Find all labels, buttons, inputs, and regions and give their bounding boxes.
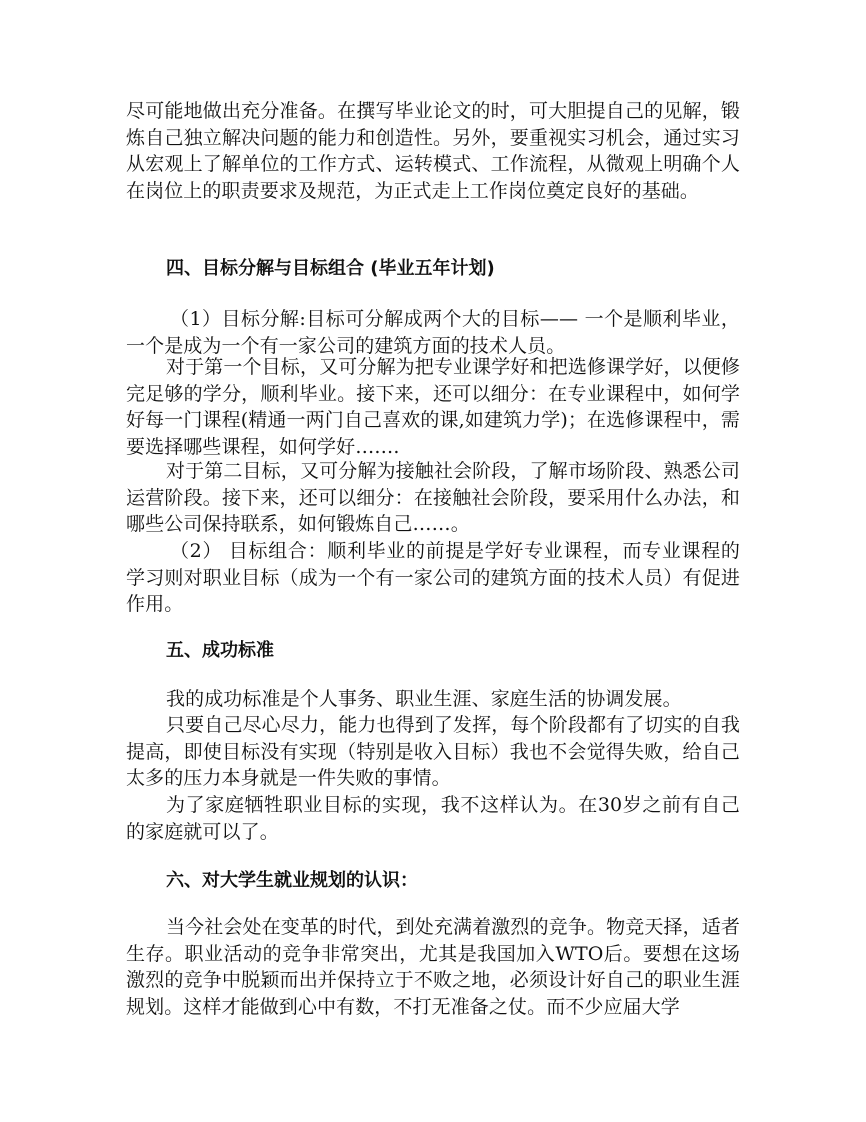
paragraph-success-3: 为了家庭牺牲职业目标的实现，我不这样认为。在30岁之前有自己的家庭就可以了。 xyxy=(126,794,740,843)
heading-goal-decomposition: 四、目标分解与目标组合 (毕业五年计划) xyxy=(166,258,495,279)
paragraph-goal-decomposition: （1）目标分解:目标可分解成两个大的目标—— 一个是顺利毕业，一个是成为一个有一家公司的建筑方面的技术人员。 xyxy=(126,308,740,357)
paragraph-first-goal: 对于第一个目标，又可分解为把专业课学好和把选修课学好，以便修完足够的学分，顺利毕业。接下来，还可以细分：在专业课程中，如何学好每一门课程(精通一两门自己喜欢的课,如建筑力学)；在选修课程中，需要选择哪些课程，如何学好……. xyxy=(126,356,740,458)
heading-career-planning: 六、对大学生就业规划的认识： xyxy=(166,870,418,891)
paragraph-career-planning: 当今社会处在变革的时代，到处充满着激烈的竞争。物竞天择，适者生存。职业活动的竞争非常突出，尤其是我国加入WTO后。要想在这场激烈的竞争中脱颖而出并保持立于不败之地，必须设计好自己的职业生涯规划。这样才能做到心中有数，不打无准备之仗。而不少应届大学 xyxy=(126,916,740,1018)
paragraph-success-2: 只要自己尽心尽力，能力也得到了发挥，每个阶段都有了切实的自我提高，即使目标没有实现（特别是收入目标）我也不会觉得失败，给自己太多的压力本身就是一件失败的事情。 xyxy=(126,714,740,790)
paragraph-intro: 尽可能地做出充分准备。在撰写毕业论文的时，可大胆提自己的见解，锻炼自己独立解决问题的能力和创造性。另外，要重视实习机会，通过实习从宏观上了解单位的工作方式、运转模式、工作流程，从微观上明确个人在岗位上的职责要求及规范，为正式走上工作岗位奠定良好的基础。 xyxy=(126,100,740,202)
paragraph-success-1: 我的成功标准是个人事务、职业生涯、家庭生活的协调发展。 xyxy=(166,688,682,710)
heading-success-criteria: 五、成功标准 xyxy=(166,640,274,661)
paragraph-goal-combination: （2） 目标组合：顺利毕业的前提是学好专业课程，而专业课程的学习则对职业目标（成为一个有一家公司的建筑方面的技术人员）有促进作用。 xyxy=(126,540,740,616)
paragraph-second-goal: 对于第二目标，又可分解为接触社会阶段，了解市场阶段、熟悉公司运营阶段。接下来，还可以细分：在接触社会阶段，要采用什么办法，和哪些公司保持联系，如何锻炼自己……。 xyxy=(126,460,740,536)
